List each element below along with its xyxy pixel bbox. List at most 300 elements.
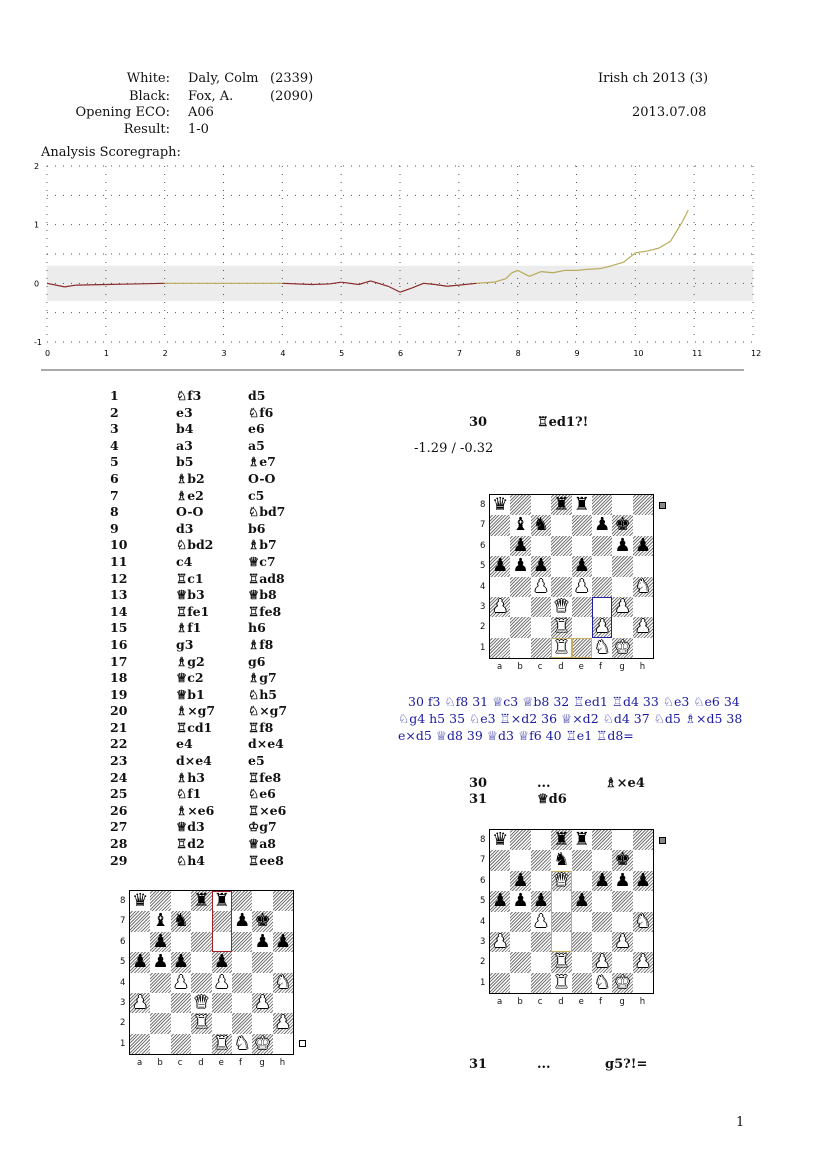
board-square xyxy=(130,1034,150,1054)
move-row xyxy=(110,687,287,704)
file-label: h xyxy=(279,1058,286,1068)
move-row xyxy=(110,670,287,687)
black-pawn-icon: ♟ xyxy=(512,534,529,556)
black-pawn-icon: ♟ xyxy=(492,555,509,577)
board-square xyxy=(612,577,632,597)
board-square xyxy=(171,1013,191,1033)
file-label: g xyxy=(619,662,625,672)
scoregraph-segment xyxy=(647,248,659,251)
scoregraph-segment xyxy=(588,269,600,270)
board-square xyxy=(171,993,191,1013)
scoregraph-x-tick: 5 xyxy=(339,349,345,358)
black-move: e5 xyxy=(248,753,265,769)
white-rook-icon: ♜ xyxy=(213,1032,230,1054)
black-rook-icon: ♜ xyxy=(553,494,570,515)
white-move: ♗g2 xyxy=(176,653,205,669)
file-label: f xyxy=(599,662,602,672)
eco-code: A06 xyxy=(188,105,214,120)
black-move: ♖f8 xyxy=(248,719,274,735)
scoregraph-x-tick: 9 xyxy=(574,349,580,358)
board-square xyxy=(232,993,252,1013)
board-square xyxy=(531,638,551,658)
board-square xyxy=(551,556,571,576)
scoregraph-x-tick: 6 xyxy=(398,349,404,358)
rank-label: 1 xyxy=(120,1038,126,1049)
move-highlight xyxy=(592,597,612,638)
move-row xyxy=(110,786,287,803)
scoregraph-segment xyxy=(612,262,624,266)
board-square xyxy=(572,515,592,535)
black-move: d×e4 xyxy=(248,736,284,752)
black-move: ♖ee8 xyxy=(248,852,284,868)
move-row xyxy=(110,471,287,488)
black-king-icon: ♚ xyxy=(614,849,631,871)
board-square xyxy=(510,830,530,850)
board-square xyxy=(592,556,612,576)
move-number: 6 xyxy=(110,470,119,486)
move-number: 10 xyxy=(110,537,128,553)
rank-label: 2 xyxy=(480,622,486,633)
board-square xyxy=(191,911,211,931)
move-row xyxy=(110,388,287,405)
file-label: a xyxy=(497,662,503,672)
move-number: 7 xyxy=(110,487,119,503)
board-square xyxy=(510,597,530,617)
white-pawn-icon: ♟ xyxy=(594,616,611,638)
black-pawn-icon: ♟ xyxy=(594,514,611,536)
black-move: ♕a8 xyxy=(248,836,277,852)
rank-label: 5 xyxy=(480,896,486,907)
black-queen-icon: ♛ xyxy=(132,890,149,911)
board-square xyxy=(273,1034,293,1054)
move-number: 2 xyxy=(110,404,119,420)
board-square xyxy=(572,871,592,891)
move-row xyxy=(110,438,287,455)
board-square xyxy=(191,1034,211,1054)
black-rook-icon: ♜ xyxy=(553,829,570,850)
board-square xyxy=(510,912,530,932)
board-square xyxy=(510,495,530,515)
move-number: 1 xyxy=(110,388,119,403)
white-queen-icon: ♛ xyxy=(553,596,570,617)
white-move: ♗b2 xyxy=(176,470,205,486)
board-square xyxy=(592,577,612,597)
board-square xyxy=(171,891,191,911)
board-square xyxy=(510,617,530,637)
board-square xyxy=(150,891,170,911)
white-move: b4 xyxy=(176,421,194,437)
white-pawn-icon: ♟ xyxy=(213,971,230,993)
black-move: ♖fe8 xyxy=(248,769,282,785)
white-king-icon: ♚ xyxy=(254,1032,271,1054)
move-row xyxy=(110,488,287,505)
scoregraph-x-tick: 8 xyxy=(515,349,521,358)
board-square xyxy=(232,932,252,952)
white-rook-icon: ♜ xyxy=(553,636,570,658)
black-move: ♕b8 xyxy=(248,587,277,603)
move-row xyxy=(110,587,287,604)
white-queen-icon: ♛ xyxy=(553,869,570,891)
board-square xyxy=(490,850,510,870)
board-square xyxy=(150,1013,170,1033)
board-square xyxy=(273,952,293,972)
file-label: b xyxy=(157,1058,163,1068)
board-square xyxy=(612,830,632,850)
move-number: 19 xyxy=(110,686,128,702)
black-rook-icon: ♜ xyxy=(193,890,210,911)
black-move: a5 xyxy=(248,437,265,453)
black-move: ♗b7 xyxy=(248,537,277,553)
rank-label: 6 xyxy=(120,936,126,947)
board-square xyxy=(633,932,653,952)
black-move: c5 xyxy=(248,487,265,503)
board-square xyxy=(490,912,510,932)
rank-label: 8 xyxy=(480,835,486,845)
scoregraph-x-tick: 3 xyxy=(221,349,227,358)
board-square xyxy=(212,993,232,1013)
board-square xyxy=(592,932,612,952)
black-rook-icon: ♜ xyxy=(573,829,590,850)
black-pawn-icon: ♟ xyxy=(614,869,631,891)
black-move: g6 xyxy=(248,653,266,669)
rank-label: 8 xyxy=(120,896,126,906)
black-move: ♔g7 xyxy=(248,819,277,835)
white-pawn-icon: ♟ xyxy=(532,575,550,597)
board-square xyxy=(531,973,551,993)
move30b-number: 30 xyxy=(469,776,488,791)
file-label: h xyxy=(639,997,646,1007)
white-pawn-icon: ♟ xyxy=(614,596,631,617)
board-square xyxy=(633,597,653,617)
move-row xyxy=(110,604,287,621)
board-square xyxy=(633,515,653,535)
board-square xyxy=(572,932,592,952)
board-square xyxy=(531,830,551,850)
white-elo: (2339) xyxy=(270,71,314,86)
scoregraph-x-tick: 7 xyxy=(456,349,462,358)
rank-label: 4 xyxy=(480,581,486,592)
board-square xyxy=(510,850,530,870)
white-move: ♘f3 xyxy=(176,388,202,403)
move-row xyxy=(110,736,287,753)
black-pawn-icon: ♟ xyxy=(152,951,169,973)
file-label: f xyxy=(599,997,602,1007)
move-number: 8 xyxy=(110,504,119,520)
scoregraph-segment xyxy=(659,241,671,248)
black-move: ♘bd7 xyxy=(248,504,286,520)
white-pawn-icon: ♟ xyxy=(172,971,190,993)
black-pawn-icon: ♟ xyxy=(634,534,652,556)
white-rook-icon: ♜ xyxy=(553,951,570,973)
file-label: d xyxy=(198,1058,204,1068)
black-rook-icon: ♜ xyxy=(573,494,590,515)
rank-label: 1 xyxy=(480,642,486,653)
white-move: ♖d2 xyxy=(176,836,205,852)
move-row xyxy=(110,537,287,554)
board-square xyxy=(490,577,510,597)
white-pawn-icon: ♟ xyxy=(492,931,509,952)
board-square xyxy=(130,932,150,952)
black-pawn-icon: ♟ xyxy=(172,951,190,973)
white-king-icon: ♚ xyxy=(614,971,631,993)
board-square xyxy=(531,932,551,952)
board-square xyxy=(572,617,592,637)
scoregraph-y-tick: -1 xyxy=(34,338,42,347)
page-number: 1 xyxy=(736,1115,745,1130)
board-square xyxy=(551,515,571,535)
side-to-move-icon xyxy=(659,837,666,844)
chess-board-1 xyxy=(129,890,294,1055)
board-square xyxy=(273,911,293,931)
rank-label: 1 xyxy=(480,977,486,988)
board-square xyxy=(633,891,653,911)
white-move: b5 xyxy=(176,454,194,470)
board-square xyxy=(592,850,612,870)
rank-label: 7 xyxy=(480,520,486,531)
rank-label: 8 xyxy=(480,500,486,510)
black-pawn-icon: ♟ xyxy=(634,869,652,891)
black-move: ♗f8 xyxy=(248,636,274,652)
white-knight-icon: ♞ xyxy=(234,1032,251,1054)
white-move: a3 xyxy=(176,437,193,453)
board-square xyxy=(612,952,632,972)
scoregraph-x-tick: 1 xyxy=(103,349,109,358)
board-square xyxy=(572,536,592,556)
move-row xyxy=(110,853,287,870)
board-square xyxy=(490,973,510,993)
move-highlight xyxy=(212,891,232,952)
board-square xyxy=(490,617,510,637)
move30-number: 30 xyxy=(469,415,488,430)
black-pawn-icon: ♟ xyxy=(614,534,631,556)
board-square xyxy=(130,911,150,931)
board-square xyxy=(592,912,612,932)
rank-label: 7 xyxy=(480,855,486,866)
file-label: a xyxy=(497,997,503,1007)
black-move: e6 xyxy=(248,421,265,437)
white-move: c4 xyxy=(176,553,193,569)
result-value: 1-0 xyxy=(188,122,209,137)
file-label: b xyxy=(517,662,523,672)
result-label: Result: xyxy=(123,122,170,137)
move-row xyxy=(110,836,287,853)
white-pawn-icon: ♟ xyxy=(634,616,652,638)
black-move: O-O xyxy=(248,470,276,486)
variation-text: 30 f3 ♘f8 31 ♕c3 ♕b8 32 ♖ed1 ♖d4 33 ♘e3 ♘e6 34 ♘g4 h5 35 ♘e3 ♖×d2 36 ♕×d2 ♘d4 37 ♘d5 ♗×d5 38 e×d5 ♕d8 39 ♕d3 ♕f6 40 ♖e1 ♖d8= xyxy=(398,694,743,743)
black-move: ♘f6 xyxy=(248,404,274,420)
board-square xyxy=(612,617,632,637)
file-label: h xyxy=(639,662,646,672)
move-row xyxy=(110,405,287,422)
scoregraph-x-tick: 2 xyxy=(162,349,168,358)
move-list xyxy=(110,388,287,869)
white-queen-icon: ♛ xyxy=(193,992,210,1013)
scoregraph-segment xyxy=(635,251,647,253)
file-label: g xyxy=(259,1058,265,1068)
rank-label: 6 xyxy=(480,875,486,886)
board-square xyxy=(633,556,653,576)
white-move: ♕d3 xyxy=(176,819,205,835)
rank-label: 5 xyxy=(120,957,126,968)
move31b-dots: ... xyxy=(537,1057,551,1072)
side-to-move-icon xyxy=(299,1040,306,1047)
move31b-number: 31 xyxy=(469,1057,488,1072)
black-knight-icon: ♞ xyxy=(172,910,190,932)
move-row xyxy=(110,753,287,770)
black-pawn-icon: ♟ xyxy=(132,951,149,973)
board-square xyxy=(592,891,612,911)
board-square xyxy=(490,515,510,535)
black-pawn-icon: ♟ xyxy=(213,951,230,973)
black-queen-icon: ♛ xyxy=(492,494,509,515)
move-number: 25 xyxy=(110,786,128,802)
white-move: ♖cd1 xyxy=(176,719,213,735)
board-square xyxy=(273,891,293,911)
black-knight-icon: ♞ xyxy=(553,849,570,871)
white-knight-icon: ♞ xyxy=(634,910,652,932)
file-label: e xyxy=(218,1058,224,1068)
black-move: ♖ad8 xyxy=(248,570,285,586)
board-square xyxy=(572,952,592,972)
white-pawn-icon: ♟ xyxy=(532,910,550,932)
white-move: ♘f1 xyxy=(176,786,202,802)
board-square xyxy=(572,850,592,870)
scoregraph-x-tick: 10 xyxy=(633,349,644,358)
move-number: 21 xyxy=(110,719,128,735)
black-king-icon: ♚ xyxy=(254,910,271,932)
rank-label: 2 xyxy=(480,957,486,968)
black-move: ♕c7 xyxy=(248,553,276,569)
white-pawn-icon: ♟ xyxy=(132,992,149,1013)
board-square xyxy=(531,495,551,515)
board-square xyxy=(592,495,612,515)
move-number: 17 xyxy=(110,653,128,669)
white-pawn-icon: ♟ xyxy=(492,596,509,617)
black-move: h6 xyxy=(248,620,266,636)
black-rook-icon: ♜ xyxy=(213,890,230,911)
black-pawn-icon: ♟ xyxy=(274,930,292,952)
board-square xyxy=(633,638,653,658)
board-square xyxy=(510,932,530,952)
black-elo: (2090) xyxy=(270,89,314,104)
board-square xyxy=(572,912,592,932)
black-name: Fox, A. xyxy=(188,89,234,104)
move31b-move: g5?!= xyxy=(605,1057,648,1072)
black-pawn-icon: ♟ xyxy=(594,869,611,891)
side-to-move-icon xyxy=(659,502,666,509)
rank-label: 7 xyxy=(120,916,126,927)
board-square xyxy=(510,952,530,972)
move30-move: ♖ed1?! xyxy=(537,415,589,430)
board-square xyxy=(150,1034,170,1054)
board-square xyxy=(633,830,653,850)
move-row xyxy=(110,571,287,588)
scoregraph-segment xyxy=(76,285,105,286)
board-square xyxy=(490,871,510,891)
black-bishop-icon: ♝ xyxy=(512,514,529,536)
board-square xyxy=(252,973,272,993)
board-square xyxy=(510,638,530,658)
move31-number: 31 xyxy=(469,792,488,807)
black-bishop-icon: ♝ xyxy=(152,910,169,932)
board-square xyxy=(191,973,211,993)
scoregraph-y-tick: 0 xyxy=(34,279,40,289)
board-square xyxy=(633,495,653,515)
white-rook-icon: ♜ xyxy=(193,1012,210,1034)
board-square xyxy=(171,1034,191,1054)
white-move: ♘h4 xyxy=(176,852,205,868)
scoregraph-y-tick: 2 xyxy=(34,162,40,171)
board-square xyxy=(572,597,592,617)
board-square xyxy=(130,1013,150,1033)
chess-board-2 xyxy=(489,494,654,659)
board-square xyxy=(252,891,272,911)
board-square xyxy=(212,1013,232,1033)
board-square xyxy=(150,973,170,993)
move-row xyxy=(110,421,287,438)
board-square xyxy=(612,495,632,515)
board-square xyxy=(490,952,510,972)
move-number: 18 xyxy=(110,670,128,686)
board-square xyxy=(130,973,150,993)
board-square xyxy=(531,536,551,556)
board-square xyxy=(150,993,170,1013)
move-row xyxy=(110,454,287,471)
white-move: d×e4 xyxy=(176,753,212,769)
white-pawn-icon: ♟ xyxy=(634,951,652,973)
board-square xyxy=(252,1013,272,1033)
board-square xyxy=(531,850,551,870)
black-pawn-icon: ♟ xyxy=(492,890,509,912)
scoregraph-x-tick: 12 xyxy=(751,349,762,358)
chess-board-3 xyxy=(489,829,654,994)
board-square xyxy=(551,536,571,556)
board-square xyxy=(232,891,252,911)
white-pawn-icon: ♟ xyxy=(614,931,631,952)
white-move: ♕b3 xyxy=(176,587,205,603)
scoregraph-segment xyxy=(671,222,683,241)
move-row xyxy=(110,803,287,820)
rank-label: 2 xyxy=(120,1018,126,1029)
board-square xyxy=(531,617,551,637)
black-pawn-icon: ♟ xyxy=(573,555,590,577)
scoregraph-y-tick: 1 xyxy=(34,220,40,230)
board-square xyxy=(273,993,293,1013)
move-number: 9 xyxy=(110,520,119,536)
event-name: Irish ch 2013 (3) xyxy=(598,71,709,86)
black-move: d5 xyxy=(248,388,266,403)
black-pawn-icon: ♟ xyxy=(573,890,590,912)
black-queen-icon: ♛ xyxy=(492,829,509,850)
black-pawn-icon: ♟ xyxy=(512,555,529,577)
scoregraph-segment xyxy=(106,284,135,285)
file-label: e xyxy=(578,662,584,672)
board-square xyxy=(612,912,632,932)
board-square xyxy=(510,577,530,597)
move30b-move: ♗×e4 xyxy=(605,776,645,791)
move-number: 28 xyxy=(110,836,128,852)
file-label: e xyxy=(578,997,584,1007)
move-number: 14 xyxy=(110,603,128,619)
rank-label: 3 xyxy=(480,937,486,947)
move-number: 26 xyxy=(110,802,128,818)
move-row xyxy=(110,637,287,654)
white-move: ♘bd2 xyxy=(176,537,214,553)
white-move: ♗×g7 xyxy=(176,703,216,719)
rank-label: 4 xyxy=(480,916,486,927)
black-move: ♗g7 xyxy=(248,670,277,686)
scoregraph-chart xyxy=(30,160,760,372)
